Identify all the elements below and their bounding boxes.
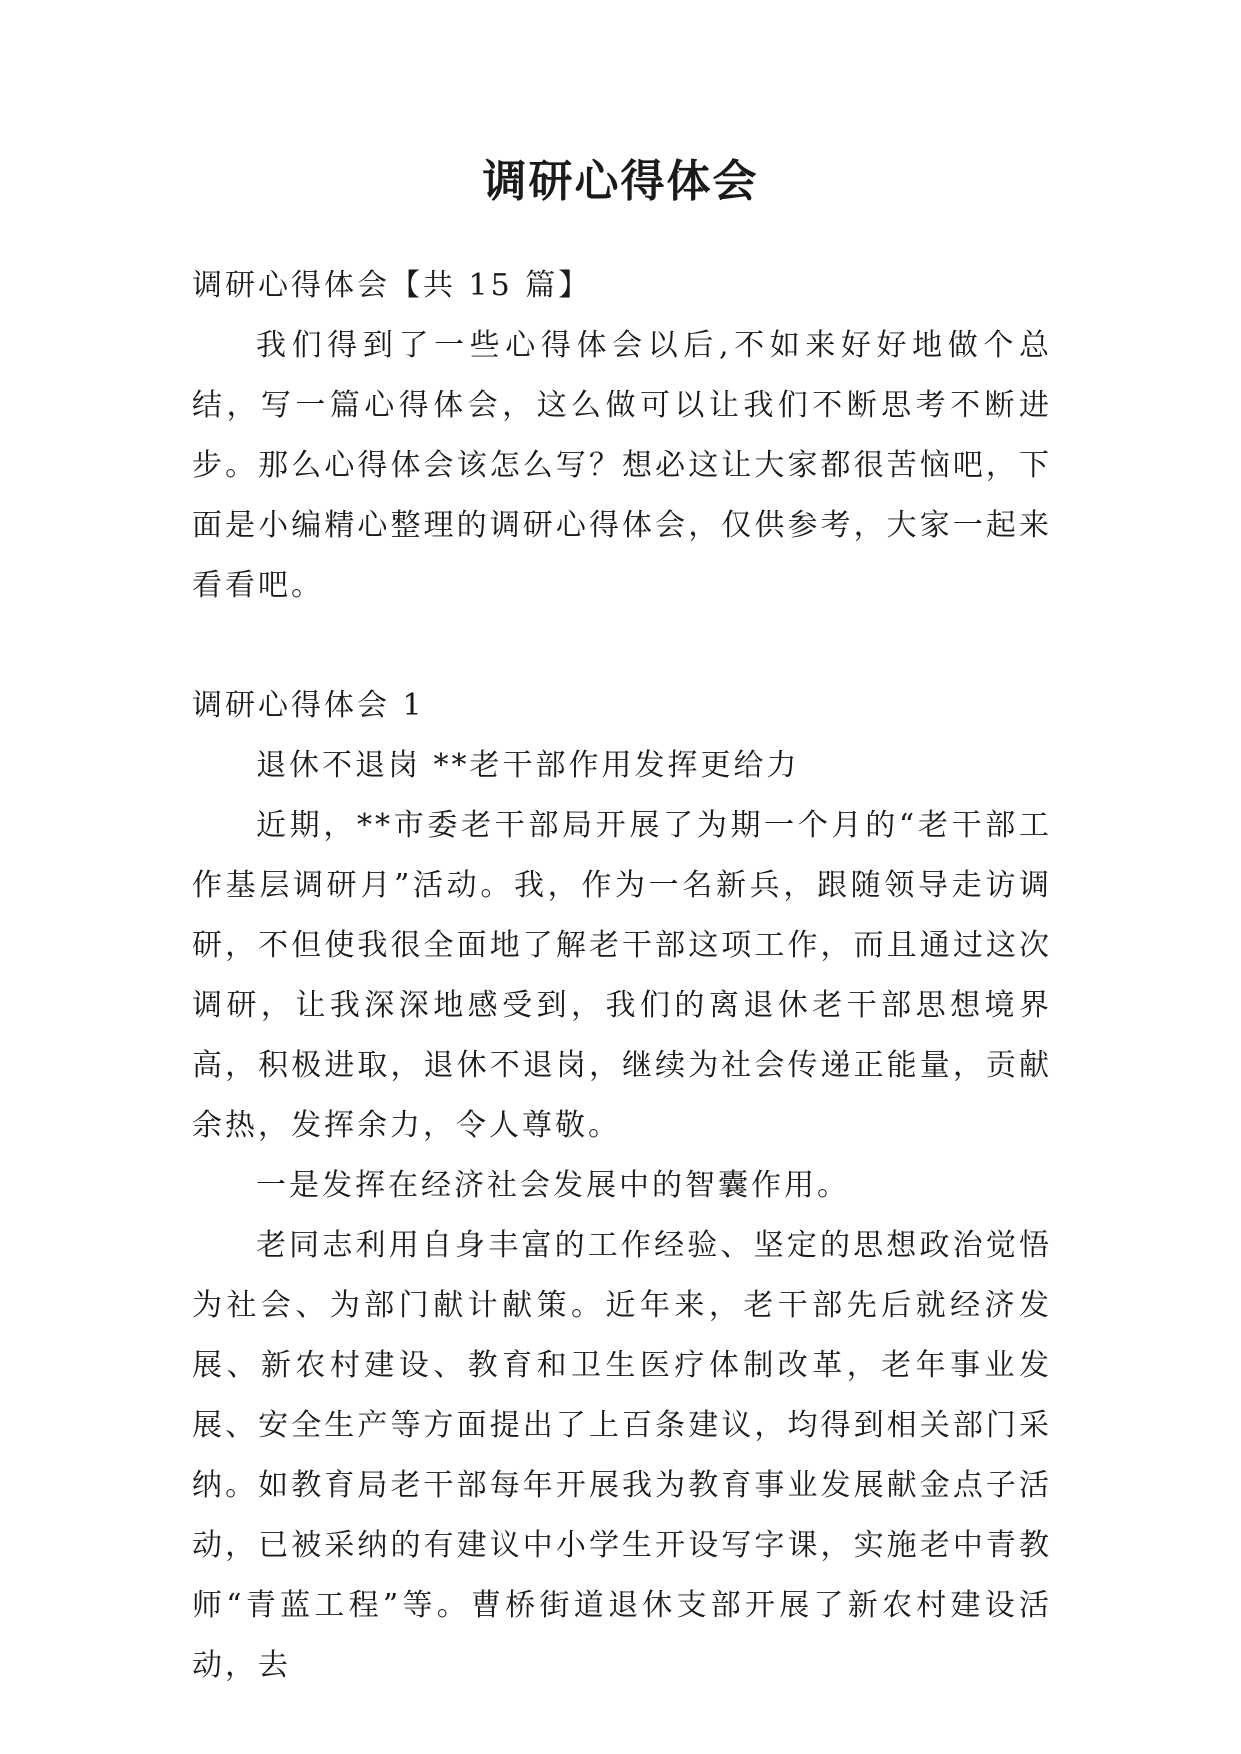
body-paragraph: 一是发挥在经济社会发展中的智囊作用。 <box>256 1168 850 1203</box>
document-subtitle: 调研心得体会【共 15 篇】 <box>192 268 592 303</box>
body-paragraph: 老同志利用自身丰富的工作经验、坚定的思想政治觉悟为社会、为部门献计献策。近年来，老干部先后就经济发展、新农村建设、教育和卫生医疗体制改革，老年事业发展、安全生产等方面提出了上百条建议，均得到相关部门采纳。如教育局老干部每年开展我为教育事业发展献金点子活动，已被采纳的有建议中小学生开设写字课，实施老中青教师“青蓝工程”等。曹桥街道退休支部开展了新农村建设活动，去 <box>192 1228 1052 1683</box>
document-title: 调研心得体会 <box>482 156 759 207</box>
document-body <box>192 256 1052 1696</box>
section-heading: 调研心得体会 1 <box>192 688 425 723</box>
paragraph-spacer <box>192 616 1052 676</box>
intro-paragraph: 我们得到了一些心得体会以后,不如来好好地做个总结，写一篇心得体会，这么做可以让我们不断思考不断进步。那么心得体会该怎么写？想必这让大家都很苦恼吧，下面是小编精心整理的调研心得体会，仅供参考，大家一起来看看吧。 <box>192 328 1052 603</box>
body-paragraph: 近期，**市委老干部局开展了为期一个月的“老干部工作基层调研月”活动。我，作为一名新兵，跟随领导走访调研，不但使我很全面地了解老干部这项工作，而且通过这次调研，让我深深地感受到，我们的离退休老干部思想境界高，积极进取，退休不退岗，继续为社会传递正能量，贡献余热，发挥余力，令人尊敬。 <box>192 808 1052 1143</box>
article-title: 退休不退岗 **老干部作用发挥更给力 <box>256 748 800 783</box>
